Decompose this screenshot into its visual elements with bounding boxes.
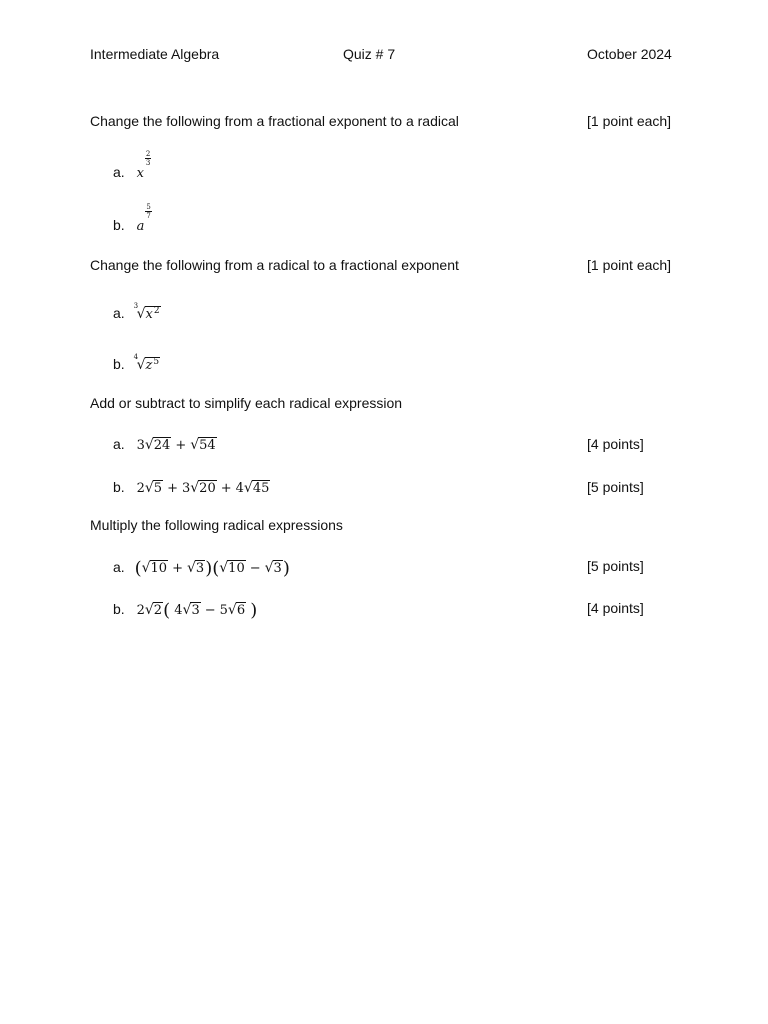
fractional-exponent [145, 150, 151, 167]
coefficient: 3 [136, 438, 145, 453]
radical-sign-icon: √ [182, 602, 192, 618]
operator: + [172, 561, 183, 576]
radical-sign-icon: √ [219, 560, 229, 576]
operator: − [204, 603, 216, 618]
item-letter: a. [113, 164, 125, 180]
radical-sign-icon: √ [136, 306, 146, 322]
s1-item-a [113, 150, 151, 181]
radicand: 10 [228, 561, 245, 576]
close-paren: ) [250, 600, 258, 621]
radicand: 5 [153, 481, 163, 496]
s3-item-b [113, 479, 270, 496]
section1-instruction: Change the following from a fractional exponent to a radical [90, 113, 459, 129]
open-paren: ( [134, 558, 142, 579]
item-letter: b. [113, 479, 125, 495]
fractional-exponent [145, 203, 151, 220]
radical-sign-icon: √ [243, 480, 253, 496]
s1-item-b [113, 203, 152, 234]
item-letter: a. [113, 436, 125, 452]
section2-instruction: Change the following from a radical to a fractional exponent [90, 257, 459, 273]
radicand-base: z [145, 358, 153, 373]
radical-sum [137, 438, 217, 453]
radical-product [136, 600, 258, 621]
coefficient: 4 [174, 603, 183, 618]
radical-sign-icon: √ [144, 602, 154, 618]
radicand: 2 [153, 603, 163, 618]
radical-sign-icon: √ [186, 560, 196, 576]
s3-item-a-points: [4 points] [587, 436, 644, 452]
s2-item-b [113, 353, 160, 373]
exponent-base: x [136, 166, 144, 181]
section2-points: [1 point each] [587, 257, 672, 273]
radical-sum [137, 481, 271, 496]
s4-item-a-points: [5 points] [587, 558, 644, 574]
radicand: 3 [195, 561, 205, 576]
radicand-power: 2 [153, 306, 160, 316]
radical-expression [133, 302, 161, 322]
s4-item-b [113, 600, 257, 621]
exponent-numerator: 2 [145, 150, 151, 158]
radicand: 54 [199, 438, 216, 453]
section1-points: [1 point each] [587, 113, 672, 129]
radical-sign-icon: √ [264, 560, 274, 576]
operator: + [167, 481, 178, 496]
quiz-date: October 2024 [587, 46, 672, 62]
course-title: Intermediate Algebra [90, 46, 220, 62]
coefficient: 5 [219, 603, 228, 618]
radicand-power: 5 [153, 357, 160, 367]
operator: + [220, 481, 232, 496]
s2-item-a [113, 302, 161, 322]
operator: + [175, 438, 187, 453]
radical-sign-icon: √ [190, 480, 200, 496]
s4-item-a [113, 558, 290, 579]
coefficient: 4 [235, 481, 244, 496]
radicand: 45 [252, 481, 270, 496]
radical-sign-icon: √ [136, 357, 146, 373]
operator: − [249, 561, 261, 576]
exponent-numerator: 5 [146, 203, 151, 211]
s3-item-a [113, 436, 217, 453]
radical-sign-icon: √ [144, 480, 154, 496]
quiz-number: Quiz # 7 [343, 46, 396, 62]
radical-sign-icon: √ [190, 437, 200, 453]
section4-instruction: Multiply the following radical expressions [90, 517, 343, 533]
close-paren: ) [205, 558, 213, 579]
open-paren: ( [163, 600, 171, 621]
radical-sign-icon: √ [144, 437, 154, 453]
radical-index: 3 [133, 302, 139, 310]
radicand: 3 [273, 561, 282, 576]
exponent-base: a [136, 219, 145, 234]
exponent-denominator: 3 [145, 159, 151, 167]
radical-product [134, 558, 290, 579]
radical-index: 4 [133, 353, 139, 361]
coefficient: 2 [136, 481, 145, 496]
radicand: 3 [191, 603, 200, 618]
section3-instruction: Add or subtract to simplify each radical expression [90, 395, 403, 411]
radicand-base: x [145, 307, 153, 322]
radical-sign-icon: √ [141, 560, 151, 576]
radicand: 20 [199, 481, 216, 496]
s3-item-b-points: [5 points] [587, 479, 644, 495]
radicand: 10 [150, 561, 168, 576]
item-letter: b. [113, 217, 125, 233]
coefficient: 3 [181, 481, 191, 496]
item-letter: b. [113, 356, 125, 372]
item-letter: a. [113, 559, 125, 575]
close-paren: ) [282, 558, 290, 579]
radicand: 6 [236, 603, 246, 618]
coefficient: 2 [136, 603, 145, 618]
radicand: 24 [153, 438, 171, 453]
item-letter: a. [113, 305, 125, 321]
radical-expression [133, 353, 161, 373]
exponent-denominator: 7 [146, 212, 151, 220]
s4-item-b-points: [4 points] [587, 600, 644, 616]
open-paren: ( [212, 558, 220, 579]
radical-sign-icon: √ [227, 602, 237, 618]
item-letter: b. [113, 601, 125, 617]
